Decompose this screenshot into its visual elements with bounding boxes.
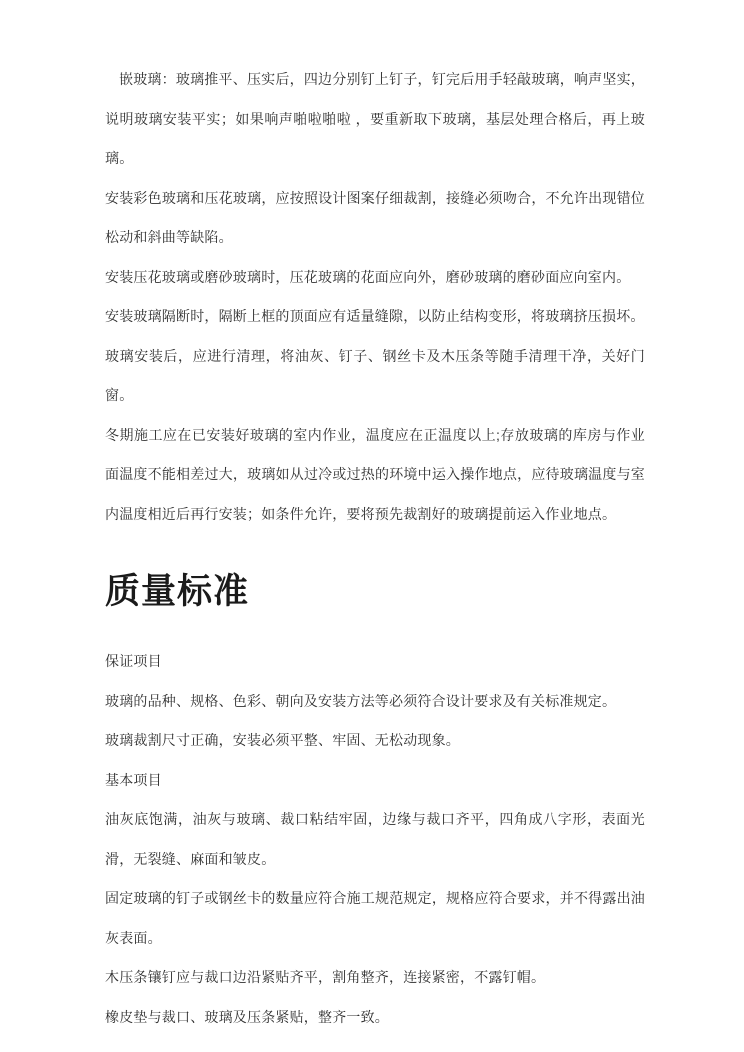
- paragraph-basic-items-label: 基本项目: [105, 771, 162, 788]
- paragraph-nails-wire-clips: 固定玻璃的钉子或钢丝卡的数量应符合施工规范规定，规格应符合要求，并不得露出油灰表面。: [105, 890, 645, 946]
- paragraph-cutting-size: 玻璃裁割尺寸正确，安装必须平整、牢固、无松动现象。: [105, 732, 460, 748]
- paragraph-wood-bead-nailing: 木压条镶钉应与裁口边沿紧贴齐平，割角整齐，连接紧密，不露钉帽。: [105, 969, 546, 985]
- paragraph-putty-requirements: 油灰底饱满，油灰与玻璃、裁口粘结牢固，边缘与裁口齐平，四角成八字形，表面光滑，无裂缝、麻面和皱皮。: [105, 811, 645, 867]
- paragraph-embed-glass: 嵌玻璃：玻璃推平、压实后，四边分别钉上钉子，钉完后用手轻敲玻璃，响声坚实，说明玻璃安装平实；如果响声啪啦啪啦 ，要重新取下玻璃，基层处理合格后，再上玻璃。: [105, 71, 645, 166]
- paragraph-glass-variety-requirements: 玻璃的品种、规格、色彩、朝向及安装方法等必须符合设计要求及有关标准规定。: [105, 692, 617, 709]
- paragraph-guarantee-items-label: 保证项目: [105, 653, 162, 669]
- paragraph-colored-patterned-glass: 安装彩色玻璃和压花玻璃，应按照设计图案仔细裁割，接缝必须吻合，不允许出现错位松动和斜曲等缺陷。: [105, 189, 645, 245]
- paragraph-cleanup-after-install: 玻璃安装后，应进行清理，将油灰、钉子、钢丝卡及木压条等随手清理干净，关好门窗。: [105, 347, 645, 403]
- paragraph-glass-partition: 安装玻璃隔断时，隔断上框的顶面应有适量缝隙，以防止结构变形，将玻璃挤压损坏。: [105, 308, 645, 324]
- paragraph-frosted-glass-orientation: 安装压花玻璃或磨砂玻璃时，压花玻璃的花面应向外，磨砂玻璃的磨砂面应向室内。: [105, 268, 631, 285]
- section-heading-quality-standard: 质量标准: [105, 572, 250, 611]
- paragraph-rubber-gasket: 橡皮垫与裁口、玻璃及压条紧贴，整齐一致。: [105, 1008, 389, 1025]
- paragraph-winter-construction: 冬期施工应在已安装好玻璃的室内作业，温度应在正温度以上;存放玻璃的库房与作业面温度不能相差过大，玻璃如从过冷或过热的环境中运入操作地点，应待玻璃温度与室内温度相近后再行安装；如条件允许，要将预先裁割好的玻璃提前运入作业地点。: [105, 426, 645, 522]
